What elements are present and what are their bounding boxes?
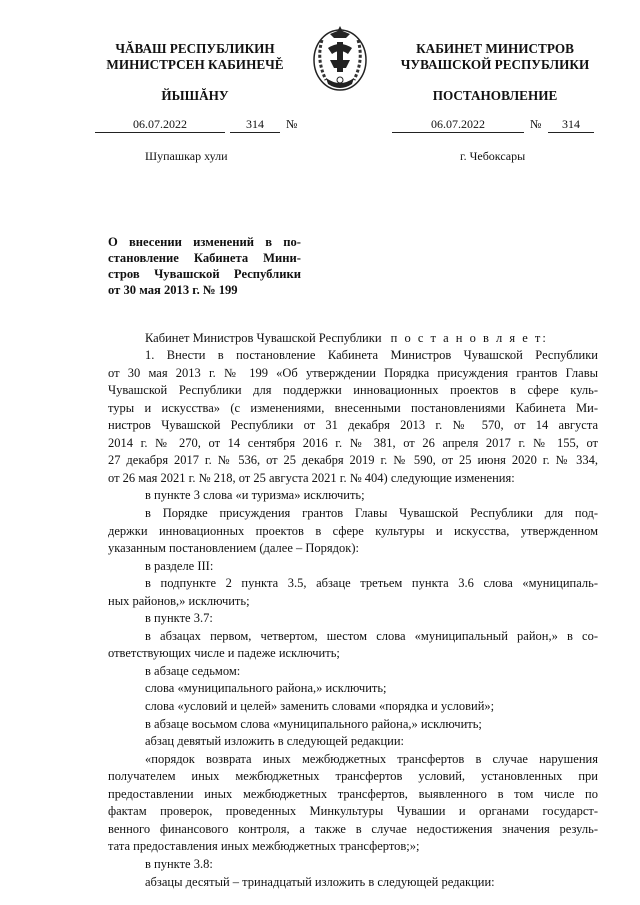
intro-subject: Кабинет Министров Чувашской Республики [145, 331, 382, 345]
body-line: Чувашской Республики для поддержки инновационных проектов в сфере куль- [108, 383, 598, 398]
right-date-field: 06.07.2022 [392, 116, 524, 133]
body-line: получателем иных межбюджетных трансфертов условий, установленных при [108, 769, 598, 784]
body-line: указанным постановлением (далее – Порядок): [108, 541, 359, 556]
header-left-line2: МИНИСТРСЕН КАБИНЕЧĚ [106, 57, 284, 72]
body-line: в абзаце восьмом слова «муниципального района,» исключить; [145, 716, 482, 731]
left-number-field: 314 [230, 116, 280, 133]
left-place: Шупашкар хули [145, 149, 228, 163]
body-line: держки инновационных проектов в сфере культуры и искусства, утвержденном [108, 523, 598, 538]
right-number-field: 314 [548, 116, 594, 133]
intro-line [145, 330, 548, 346]
body-line: «порядок возврата иных межбюджетных трансфертов в случае нарушения [145, 751, 598, 766]
body-line: в подпункте 2 пункта 3.5, абзаце третьем пункта 3.6 слова «муниципаль- [145, 576, 598, 591]
body-line: нистров Чувашской Республики от 31 декабря 2013 г. № 570, от 14 августа [108, 418, 598, 433]
title-line: О внесении изменений в по- [108, 235, 301, 249]
header-right-doc-type: ПОСТАНОВЛЕНИЕ [432, 88, 558, 103]
title-line: стров Чувашской Республики [108, 267, 301, 281]
right-number-sign: № [530, 117, 542, 131]
body-line: туры и искусства» (с изменениями, внесенными постановлениями Кабинета Ми- [108, 400, 598, 415]
body-line: в Порядке присуждения грантов Главы Чувашской Республики для под- [145, 505, 598, 520]
left-date-field: 06.07.2022 [95, 116, 225, 133]
right-place: г. Чебоксары [460, 149, 526, 163]
body-line: 1. Внести в постановление Кабинета Министров Чувашской Республики [145, 348, 598, 362]
body-line: в разделе III: [145, 558, 214, 573]
body-line: предоставлении иных межбюджетных трансфертов, выявленного в том числе по [108, 786, 598, 801]
body-line: слова «муниципального района,» исключить; [145, 681, 387, 696]
title-line: от 30 мая 2013 г. № 199 [108, 283, 238, 297]
body-line: тата предоставления иных межбюджетных трансфертов;»; [108, 839, 420, 854]
header-right-line1: КАБИНЕТ МИНИСТРОВ [416, 41, 574, 56]
body-line: в абзаце седьмом: [145, 663, 241, 678]
document-title [108, 234, 301, 298]
body-line: 27 декабря 2017 г. № 536, от 25 декабря 2019 г. № 590, от 25 июня 2020 г. № 334, [108, 453, 598, 468]
body-line: в абзацах первом, четвертом, шестом слова «муниципальный район,» в со- [145, 628, 598, 643]
body-line: ответствующих числе и падеже исключить; [108, 646, 340, 661]
body-line: ных районов,» исключить; [108, 593, 250, 608]
title-line: становление Кабинета Мини- [108, 251, 301, 265]
header-left-doc-type: ЙЫШĂНУ [161, 88, 229, 103]
intro-verb: п о с т а н о в л я е т: [390, 331, 548, 345]
body-line: от 30 мая 2013 г. № 199 «Об утверждении Порядка присуждения грантов Главы [108, 365, 598, 380]
left-number-sign: № [286, 117, 298, 131]
body-line: в пункте 3.8: [145, 856, 213, 871]
body-line: в пункте 3.7: [145, 611, 213, 626]
body-line: абзацы десятый – тринадцатый изложить в следующей редакции: [145, 874, 495, 889]
body-line: венного финансового контроля, а также в случае недостижения значения резуль- [108, 821, 598, 836]
body-line: абзац девятый изложить в следующей редакции: [145, 734, 404, 749]
body-line: фактам проверок, проведенных Минкультуры Чувашии и органами государст- [108, 804, 598, 819]
body-line: слова «условий и целей» заменить словами «порядка и условий»; [145, 699, 495, 713]
body-line: в пункте 3 слова «и туризма» исключить; [145, 488, 365, 503]
header-right-line2: ЧУВАШСКОЙ РЕСПУБЛИКИ [400, 57, 590, 72]
chuvash-coat-of-arms-emblem-icon [300, 20, 380, 96]
body-line: 2014 г. № 270, от 14 сентября 2016 г. № 381, от 26 апреля 2017 г. № 155, от [108, 435, 598, 450]
header-left-line1: ЧĂВАШ РЕСПУБЛИКИН [115, 41, 275, 56]
body-line: от 26 мая 2021 г. № 218, от 25 августа 2021 г. № 404) следующие изменения: [108, 470, 515, 485]
